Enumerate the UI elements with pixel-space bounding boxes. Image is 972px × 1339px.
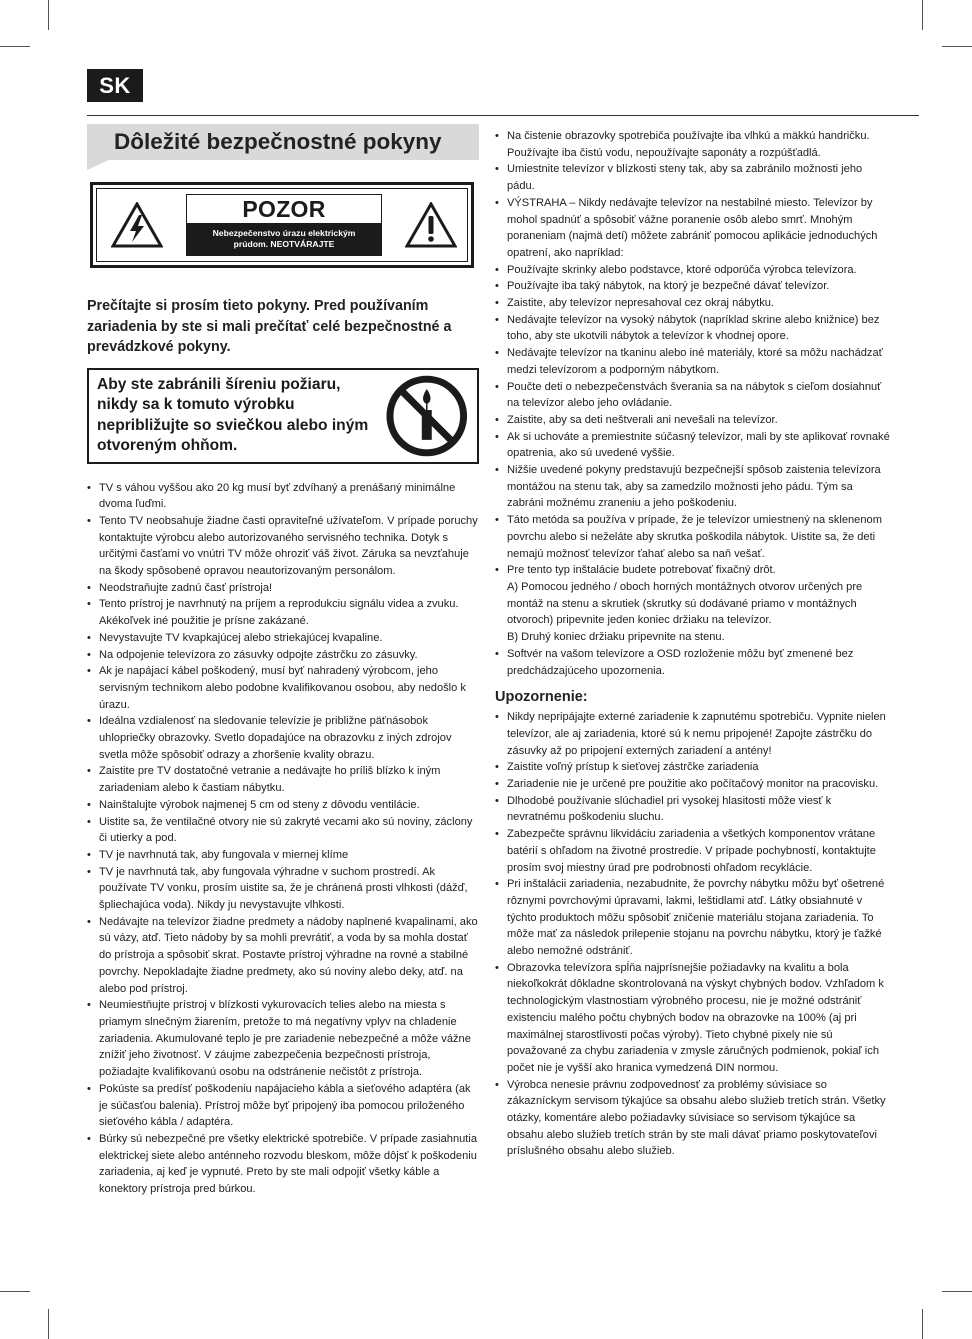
- right-bullet-list: [495, 128, 890, 679]
- notice-bullet-list: [495, 709, 890, 1160]
- list-item: [87, 763, 479, 796]
- list-item: [495, 429, 890, 462]
- list-item-text: Uistite sa, že ventilačné otvory nie sú zakryté vecami ako sú noviny, záclony či utierky a pod.: [99, 815, 473, 845]
- list-item-text: Zaistite pre TV dostatočné vetranie a nedávajte ho príliš blízko k iným zariadeniam alebo k častiam nábytku.: [99, 765, 441, 795]
- list-item-text: Na odpojenie televízora zo zásuvky odpojte zástrčku zo zásuvky.: [99, 648, 418, 661]
- list-item: [87, 580, 479, 597]
- exclamation-warning-icon: [405, 202, 457, 248]
- list-item: [87, 630, 479, 647]
- list-item-text: Ak si uchováte a premiestnite súčasný televízor, mali by ste aplikovať rovnaké opatrenia, ako sú uvedené vyššie.: [507, 430, 890, 460]
- list-item-text: Softvér na vašom televízore a OSD rozloženie môžu byť zmenené bez predchádzajúceho upozornenia.: [507, 647, 854, 677]
- list-item-text: Zaistite, aby televízor nepresahoval cez okraj nábytku.: [507, 297, 775, 310]
- list-item: [495, 759, 890, 776]
- left-bullet-list: [87, 480, 479, 1198]
- notice-heading: Upozornenie:: [495, 689, 588, 706]
- list-item-text: Pre tento typ inštalácie budete potrebovať fixačný drôt.: [507, 564, 776, 577]
- list-item-text: TV s váhou vyššou ako 20 kg musí byť zdvíhaný a prenášaný minimálne dvoma ľuďmi.: [99, 481, 456, 511]
- list-item: [495, 512, 890, 562]
- list-item-text: Neumiestňujte prístroj v blízkosti vykurovacích telies alebo na miesta s priamym slnečným žiarením, pretože to má negatívny vplyv na chladenie zariadenia. Akumulované teplo je pre zariadenie nebezpečné a môže vážne znížiť jeho životnosť. V záujme zabezpečenia bezpečnosti prístroja, požiadajte kvalifikovanú osobu na odstránenie nečistôt z prístroja.: [99, 999, 471, 1079]
- list-item: [87, 647, 479, 664]
- crop-mark: [0, 1291, 30, 1292]
- list-item: [87, 914, 479, 998]
- page-title: Dôležité bezpečnostné pokyny: [87, 124, 479, 160]
- list-item-text: Tento TV neobsahuje žiadne časti opraviteľné užívateľom. V prípade poruchy kontaktujte výrobcu alebo autorizovaného servisného technika. Dotyk s určitými časťami vo vnútri TV môže ohroziť váš život. Záruka sa nevzťahuje na škody spôsobené opravou neautorizovaným personálom.: [99, 514, 478, 578]
- list-item: [495, 462, 890, 512]
- list-item-text: Pri inštalácii zariadenia, nezabudnite, že povrchy nábytku môžu byť ošetrené rôznymi povrchovými úpravami, lakmi, leštidlami atď. Látky obsiahnuté v týchto produktoch môžu spôsobiť zničenie materiálu stojana zariadenia. To môže mať za následok prilepenie stojanu na povrchu nábytku, ktorý je ťažké alebo nemožné odstrániť.: [507, 878, 885, 958]
- list-item-text: Používajte skrinky alebo podstavce, ktoré odporúča výrobca televízora.: [507, 263, 857, 276]
- list-item: [495, 312, 890, 345]
- list-item-text: Zaistite, aby sa deti neštverali ani nevešali na televízor.: [507, 413, 778, 426]
- list-item-text: Nevystavujte TV kvapkajúcej alebo striekajúcej kvapaline.: [99, 631, 383, 644]
- caution-line-1: Nebezpečenstvo úrazu elektrickým: [212, 228, 356, 238]
- list-item-text: Nikdy nepripájajte externé zariadenie k zapnutému spotrebiču. Vypnite nielen televízor, ale aj zariadenia, ktoré sú k nemu pripojené! Zapojte zástrčku do zásuvky až po pripojení externých zariadení a antény!: [507, 711, 886, 757]
- list-item: [495, 128, 890, 161]
- list-item-text: Neodstraňujte zadnú časť prístroja!: [99, 581, 273, 594]
- list-item: [87, 814, 479, 847]
- crop-mark: [0, 46, 30, 47]
- list-item: [495, 262, 890, 279]
- caution-title: POZOR: [187, 195, 381, 223]
- list-item-text: Poučte deti o nebezpečenstvách šverania sa na nábytok s cieľom dosiahnuť na televízor alebo jeho ovládanie.: [507, 380, 882, 410]
- list-item-text: Zaistite voľný prístup k sieťovej zástrčke zariadenia: [507, 761, 759, 774]
- fire-warning-text: Aby ste zabránili šíreniu požiaru, nikdy sa k tomuto výrobku nepribližujte so sviečkou alebo iným otvoreným ohňom.: [97, 375, 369, 454]
- list-item: [495, 960, 890, 1077]
- list-item-text: Obrazovka televízora spĺňa najprísnejšie požiadavky na kvalitu a bola niekoľkokrát dôkladne skontrolovaná na výskyt chybných bodov. Vzhľadom k technologickým vlastnostiam výrobného procesu, nie je možné odstrániť existenciu malého počtu chybných bodov na obrazovke na 100% (aj pri maximálnej starostlivosti počas výroby). Tieto chybné pixely nie sú považované za chybu zariadenia v zmysle záručných podmienok, pokiaľ ich počet nie je vyšší ako hranica vymedzená DIN normou.: [507, 961, 884, 1074]
- list-item: [87, 864, 479, 914]
- caution-text-block: [186, 194, 382, 256]
- caution-label: [90, 182, 474, 268]
- list-item: [495, 161, 890, 194]
- crop-mark: [942, 46, 972, 47]
- list-item: [87, 847, 479, 864]
- list-item: [495, 412, 890, 429]
- crop-mark: [48, 1309, 49, 1339]
- list-item-text: Zariadenie nie je určené pre použitie ako počítačový monitor na pracovisku.: [507, 778, 879, 791]
- list-item-text: Dlhodobé používanie slúchadiel pri vysokej hlasitosti môže viesť k nevratnému poškodeniu sluchu.: [507, 794, 832, 824]
- list-item-text: TV je navrhnutá tak, aby fungovala výhradne v suchom prostredí. Ak používate TV vonku, prosím uistite sa, že je chránená prosti vlhkosti (dážď, špliechajúca voda). Nikdy ju nevystavujte vlhkosti.: [99, 865, 468, 912]
- language-tab: SK: [87, 69, 143, 102]
- caution-line-2: prúdom. NEOTVÁRAJTE: [233, 239, 335, 249]
- list-item: [495, 776, 890, 793]
- list-item-text: Ideálna vzdialenosť na sledovanie televízie je približne päťnásobok uhlopriečky obrazovky. Svetlo dopadajúce na obrazovku z iných zdrojov svetla môže spôsobiť odrazy a zhoršenie kvality obrazu.: [99, 715, 452, 761]
- list-item-text: Nedávajte televízor na vysoký nábytok (napríklad skrine alebo knižnice) bez toho, aby ste ukotvili nábytok a televízor k vhodnej opore.: [507, 313, 880, 343]
- install-step: B) Druhý koniec držiaku pripevnite na stenu.: [507, 631, 725, 644]
- list-item: [495, 379, 890, 412]
- list-item-text: Umiestnite televízor v blízkosti steny tak, aby sa zabránilo možnosti jeho pádu.: [507, 163, 863, 193]
- list-item: [495, 295, 890, 312]
- list-item-text: VÝSTRAHA – Nikdy nedávajte televízor na nestabilné miesto. Televízor by mohol spadnúť a spôsobiť vážne poranenie osôb alebo smrť. Mnohým poraneniam (najmä detí) môžete zabrániť pomocou aplikácie jednoduchých opatrení, ako napríklad:: [507, 196, 878, 259]
- list-item-text: Zabezpečte správnu likvidáciu zariadenia a všetkých komponentov vrátane batérií s ohľadom na životné prostredie. V prípade pochybností, kontaktujte prosím svoj miestny úrad pre podrobnosti ohľadom recyklácie.: [507, 828, 876, 874]
- list-item: [495, 709, 890, 759]
- right-column: [495, 128, 890, 1160]
- list-item-text: Nedávajte televízor na tkaninu alebo iné materiály, ktoré sa môžu nachádzať medzi televízorom a podporným nábytkom.: [507, 347, 883, 376]
- crop-mark: [922, 1309, 923, 1339]
- list-item-text: Nižšie uvedené pokyny predstavujú bezpečnejší spôsob zaistenia televízora montážou na stenu tak, aby sa zamedzilo možnosti jeho pádu. Tým sa zabráni možnému zraneniu a jeho poškodeniu.: [507, 464, 881, 510]
- list-item: [87, 797, 479, 814]
- list-item: [87, 596, 479, 629]
- crop-mark: [922, 0, 923, 30]
- list-item-text: Na čistenie obrazovky spotrebiča používajte iba vlhkú a mäkkú handričku. Používajte iba čistú vodu, nepoužívajte saponáty a rozpúšťadlá.: [507, 130, 870, 159]
- crop-mark: [942, 1291, 972, 1292]
- list-item-text: Nedávajte na televízor žiadne predmety a nádoby naplnené kvapalinami, ako sú vázy, atď. Tieto nádoby by sa mohli prevrátiť, a voda by sa mohla dostať do prístroja a spôsobiť skrat. Postavte prístroj výhradne na rovné a stabilné povrchy. Nepokladajte žiadne predmety, ako sú noviny alebo deky, atď. na alebo pod prístroj.: [99, 915, 478, 995]
- list-item-text: Táto metóda sa používa v prípade, že je televízor umiestnený na sklenenom povrchu alebo si neželáte aby skrutka poškodila nábytok. Uistite sa, že deti nemajú možnosť televízor ťahať alebo sa naň vešať.: [507, 514, 882, 560]
- header-rule: [87, 115, 919, 116]
- list-item: [495, 278, 890, 295]
- list-item-text: Búrky sú nebezpečné pre všetky elektrické spotrebiče. V prípade zasiahnutia elektrickej siete alebo anténneho rozvodu bleskom, môže dôjsť k poškodeniu zariadenia, aj keď je vypnuté. Preto by ste mali odpojiť všetky káble a konektory prístroja pred búrkou.: [99, 1132, 478, 1196]
- list-item: [495, 195, 890, 262]
- list-item-text: TV je navrhnutá tak, aby fungovala v miernej klíme: [99, 848, 349, 861]
- list-item-text: Pokúste sa predísť poškodeniu napájacieho kábla a sieťového adaptéra (ak je súčasťou balenia). Prístroj môže byť pripojený iba pomocou priloženého sieťového kábla / adaptéra.: [99, 1082, 471, 1129]
- list-item: [495, 646, 890, 679]
- list-item-text: Nainštalujte výrobok najmenej 5 cm od steny z dôvodu ventilácie.: [99, 798, 420, 811]
- electric-shock-warning-icon: [111, 202, 163, 248]
- list-item: [87, 513, 479, 580]
- fire-warning-box: [87, 368, 479, 464]
- list-item: [495, 826, 890, 876]
- list-item-text: Výrobca nenesie právnu zodpovednosť za problémy súvisiace so zákazníckym servisom týkajúce sa obsahu alebo služieb tretích strán. Všetky otázky, komentáre alebo požiadavky súvisiace so servisom týkajúce sa obsahu alebo služieb tretích strán by ste mali dávať priamo poskytovateľovi príslušného obsahu alebo služieb.: [507, 1078, 886, 1158]
- list-item: [87, 997, 479, 1081]
- list-item: [87, 1081, 479, 1131]
- list-item-text: Používajte iba taký nábytok, na ktorý je bezpečné dávať televízor.: [507, 280, 830, 293]
- list-item: [87, 713, 479, 763]
- list-item: [495, 345, 890, 378]
- caution-label-inner: [96, 188, 468, 262]
- list-item-text: Ak je napájací kábel poškodený, musí byť nahradený výrobcom, jeho servisným technikom alebo podobne kvalifikovanou osobou, aby nedošlo k úrazu.: [99, 665, 466, 711]
- list-item: [87, 480, 479, 513]
- list-item: [87, 1131, 479, 1198]
- no-open-flame-icon: [385, 374, 469, 458]
- list-item: [87, 663, 479, 713]
- list-item: [495, 793, 890, 826]
- list-item: [495, 1077, 890, 1161]
- list-item: [495, 562, 890, 646]
- list-item: [495, 876, 890, 960]
- install-step: A) Pomocou jedného / oboch horných montážnych otvorov určených pre montáž na stenu a skrutiek (skrutky sú dodávané priamo v montážnych otvoroch) pripevnite jeden koniec držiaku na televízor.: [507, 580, 863, 627]
- left-column: [87, 124, 479, 1198]
- list-item-text: Tento prístroj je navrhnutý na príjem a reprodukciu signálu videa a zvuku. Akékoľvek iné použitie je prísne zakázané.: [99, 598, 459, 628]
- caution-subtitle: [187, 223, 381, 255]
- intro-text: Prečítajte si prosím tieto pokyny. Pred používaním zariadenia by ste si mali prečítať celé bezpečnostné a prevádzkové pokyny.: [87, 298, 452, 355]
- crop-mark: [48, 0, 49, 30]
